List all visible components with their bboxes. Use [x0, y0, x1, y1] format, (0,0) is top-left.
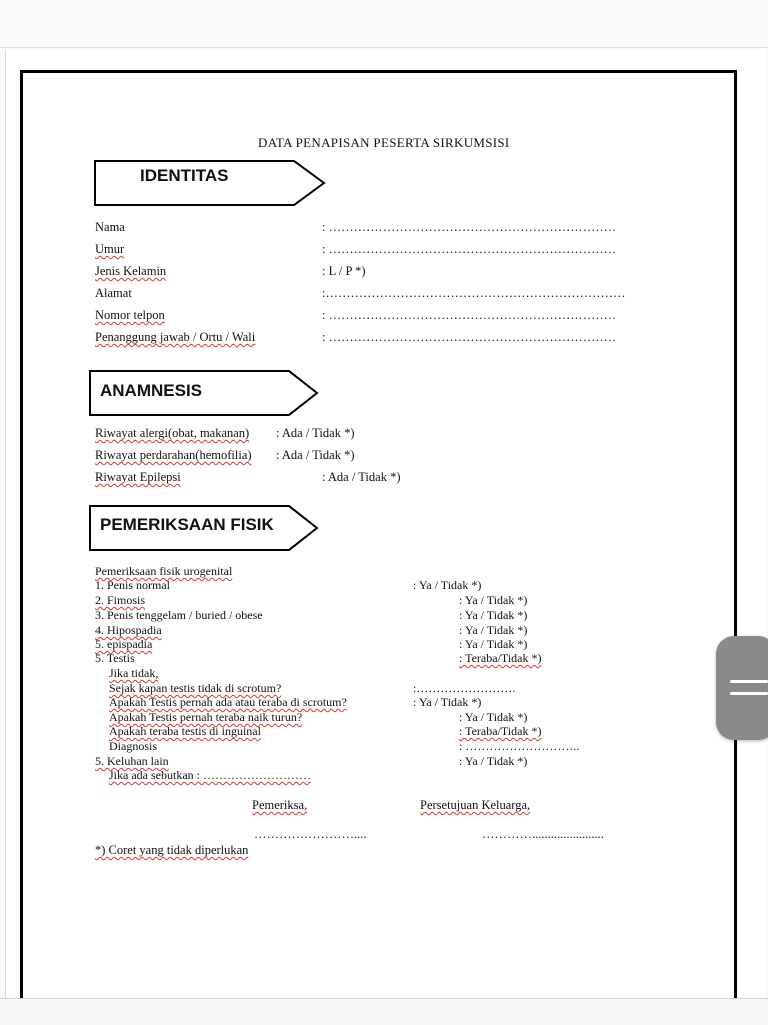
field-value-umur[interactable]: : …………………………………………………………… — [322, 242, 617, 256]
item-label-keluhan-lain: 5. Keluhan lain — [95, 754, 169, 768]
field-label-nomor-telpon: Nomor telpon — [95, 308, 165, 322]
field-label-riwayat-perdarahan: Riwayat perdarahan(hemofilia) — [95, 448, 252, 462]
viewer-bottom-bar — [0, 998, 768, 1025]
section-title-identitas: IDENTITAS — [140, 166, 229, 185]
field-value-riwayat-perdarahan[interactable]: : Ada / Tidak *) — [276, 448, 355, 462]
section-title-anamnesis: ANAMNESIS — [100, 381, 203, 400]
item-value-diagnosis[interactable]: : ……………………….. — [459, 739, 580, 753]
item-value-testis[interactable]: : Teraba/Tidak *) — [459, 651, 542, 665]
section-banner-pemeriksaan-fisik — [89, 505, 321, 551]
field-value-alamat[interactable]: :……………………………………………………………… — [322, 286, 626, 300]
field-value-riwayat-epilepsi[interactable]: : Ada / Tidak *) — [322, 470, 401, 484]
pemeriksaan-heading: Pemeriksaan fisik urogenital — [95, 564, 233, 578]
item-label-testis: 5. Testis — [95, 651, 135, 665]
field-value-penanggung-jawab[interactable]: : …………………………………………………………… — [322, 330, 617, 344]
item-value-penis-normal[interactable]: : Ya / Tidak *) — [413, 578, 482, 592]
viewer-top-divider — [0, 47, 768, 48]
item-value-hipospadia[interactable]: : Ya / Tidak *) — [459, 623, 528, 637]
item-label-testis-pernah-ada: Apakah Testis pernah ada atau teraba di scrotum? — [109, 695, 347, 709]
field-label-alamat: Alamat — [95, 286, 132, 300]
item-value-fimosis[interactable]: : Ya / Tidak *) — [459, 593, 528, 607]
field-label-riwayat-epilepsi: Riwayat Epilepsi — [95, 470, 181, 484]
item-value-epispadia[interactable]: : Ya / Tidak *) — [459, 637, 528, 651]
section-banner-identitas — [94, 160, 326, 206]
field-label-penanggung-jawab: Penanggung jawab / Ortu / Wali — [95, 330, 256, 344]
item-label-fimosis: 2. Fimosis — [95, 593, 146, 607]
item-label-sejak-kapan: Sejak kapan testis tidak di scrotum? — [109, 681, 282, 695]
item-label-naik-turun: Apakah Testis pernah teraba naik turun? — [109, 710, 303, 724]
footnote: *) Coret yang tidak diperlukan — [95, 843, 249, 857]
handle-grip-line — [730, 680, 768, 683]
item-label-penis-tenggelam: 3. Penis tenggelam / buried / obese — [95, 608, 263, 622]
field-value-nama[interactable]: : …………………………………………………………… — [322, 220, 617, 234]
field-value-riwayat-alergi[interactable]: : Ada / Tidak *) — [276, 426, 355, 440]
item-label-jika-ada-sebutkan[interactable]: Jika ada sebutkan : ……………………… — [109, 768, 311, 782]
item-value-teraba-inguinal[interactable]: : Teraba/Tidak *) — [459, 724, 542, 738]
field-value-jenis-kelamin[interactable]: : L / P *) — [322, 264, 366, 278]
signature-label-persetujuan: Persetujuan Keluarga, — [420, 798, 531, 812]
field-label-nama: Nama — [95, 220, 125, 234]
scroll-handle[interactable] — [716, 636, 768, 740]
item-value-penis-tenggelam[interactable]: : Ya / Tidak *) — [459, 608, 528, 622]
field-value-nomor-telpon[interactable]: : …………………………………………………………… — [322, 308, 617, 322]
item-value-testis-pernah-ada[interactable]: : Ya / Tidak *) — [413, 695, 482, 709]
section-banner-anamnesis — [89, 370, 321, 416]
signature-label-pemeriksa: Pemeriksa, — [252, 798, 308, 812]
item-value-naik-turun[interactable]: : Ya / Tidak *) — [459, 710, 528, 724]
section-title-pemeriksaan-fisik: PEMERIKSAAN FISIK — [100, 515, 274, 534]
item-label-teraba-inguinal: Apakah teraba testis di inguinal — [109, 724, 261, 738]
item-label-epispadia: 5. epispadia — [95, 637, 153, 651]
field-label-riwayat-alergi: Riwayat alergi(obat, makanan) — [95, 426, 250, 440]
item-label-jika-tidak: Jika tidak, — [109, 666, 159, 680]
field-label-jenis-kelamin: Jenis Kelamin — [95, 264, 167, 278]
signature-line-persetujuan[interactable]: …………....................... — [482, 827, 604, 841]
item-label-diagnosis: Diagnosis — [109, 739, 157, 753]
field-label-umur: Umur — [95, 242, 125, 256]
handle-grip-line — [730, 692, 768, 695]
signature-line-pemeriksa[interactable]: …………………….... — [254, 827, 367, 841]
item-label-hipospadia: 4. Hipospadia — [95, 623, 162, 637]
form-title: DATA PENAPISAN PESERTA SIRKUMSISI — [258, 135, 510, 150]
item-label-penis-normal: 1. Penis normal — [95, 578, 170, 592]
item-value-sejak-kapan[interactable]: :……………………. — [413, 681, 516, 695]
item-value-keluhan-lain[interactable]: : Ya / Tidak *) — [459, 754, 528, 768]
